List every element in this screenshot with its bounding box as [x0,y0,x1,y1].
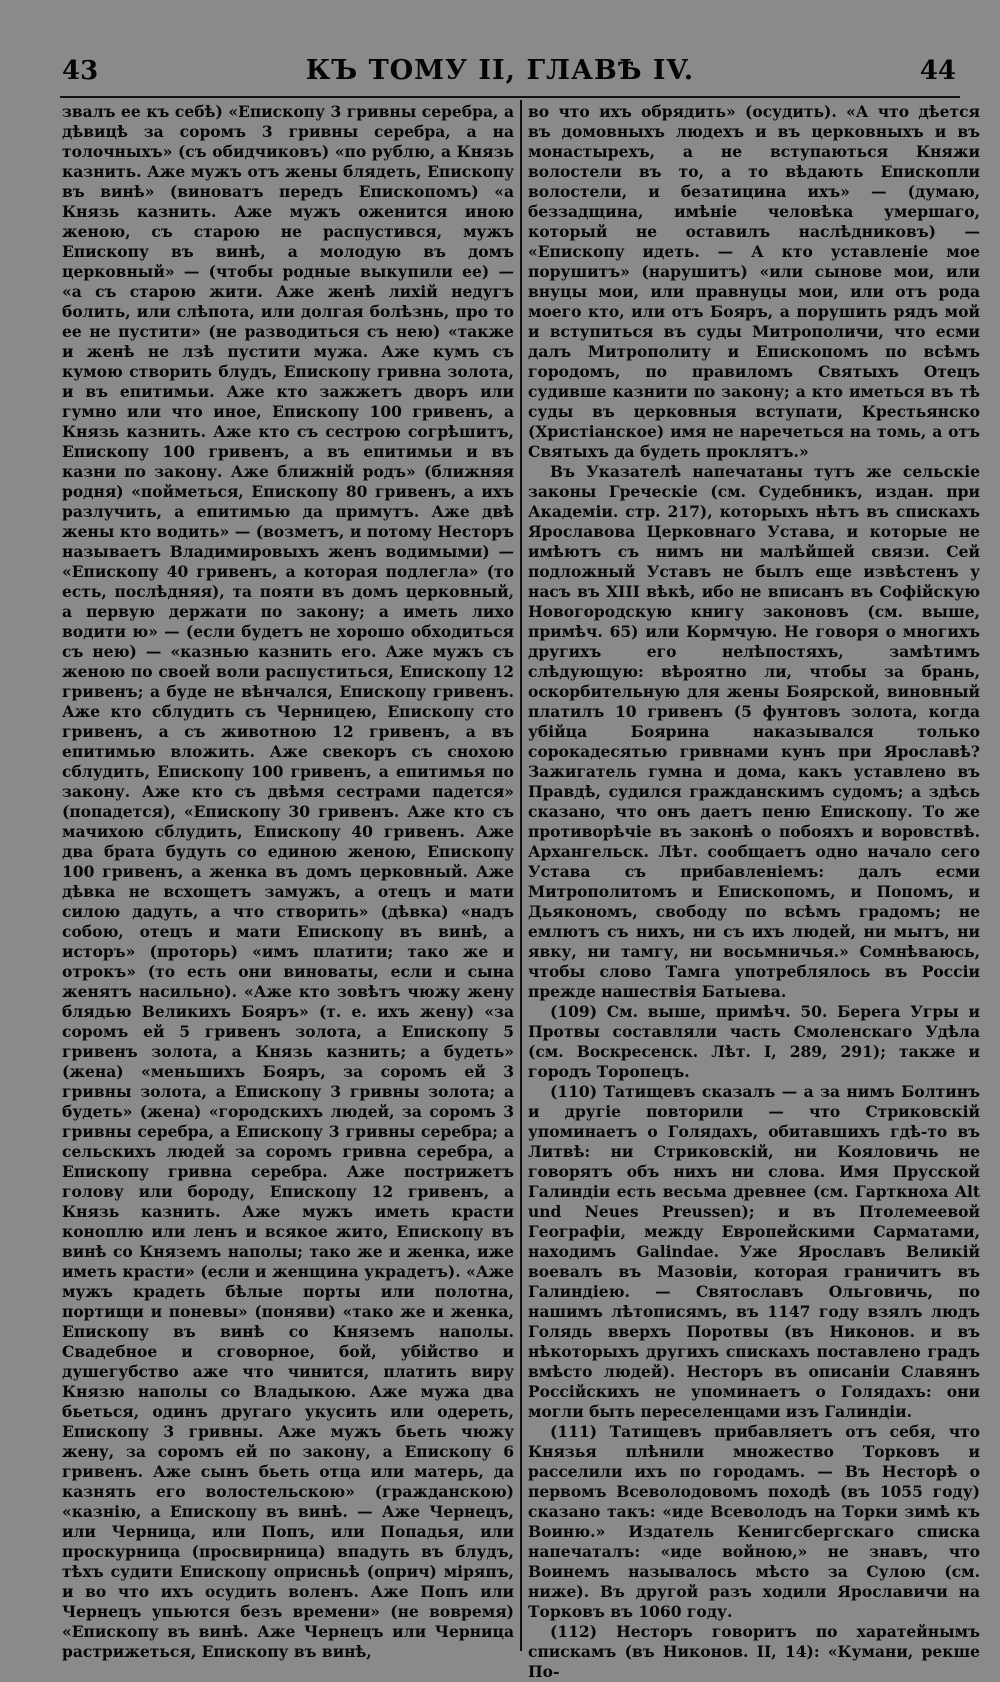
running-title: КЪ ТОМУ II, ГЛАВѢ IV. [305,55,695,86]
page-number-right: 44 [919,56,956,86]
footnote-111: (111) Татищевъ прибавляетъ отъ себя, что Князья плѣнили множество Торковъ и расселили ихъ по городамъ. — Въ Несторѣ о первомъ Всеволодовомъ походѣ (въ 1055 году) сказано такъ: «иде Всеволодъ на Торки зимѣ къ Воиню.» Издатель Кенигсбергскаго списка напечаталъ: «иде войною,» не знавъ, что Воинемъ называлось мѣсто за Сулою (см. ниже). Въ другой разъ ходили Ярославичи на Торковъ въ 1060 году. [528,1422,980,1621]
paragraph: во что ихъ обрядить» (осудить). «А что дѣется въ домовныхъ людехъ и въ церковныхъ и въ монастырехъ, а не вступаються Княжи волостели въ то, а то вѣдають Епископли волостели, и безатицина ихъ» — (думаю, беззадщина, имѣніе человѣка умершаго, который не оставилъ наслѣдниковъ) — «Епископу идеть. — А кто уставленіе мое порушитъ» (нарушитъ) «или сынове мои, или внуцы мои, или правнуцы мои, или отъ рода моего кто, или отъ Бояръ, а порушить рядъ мой и вступиться въ суды Митрополичи, что есми далъ Митрополиту и Епископомъ по всѣмъ городомъ, по правиломъ Святыхъ Отецъ судивше казнити по закону; а кто иметься въ тѣ суды въ церковныя вступати, Крестьянско (Христіанское) имя не наречеться на томь, а отъ Святыхъ да будеть проклятъ.» [528,102,980,461]
page-header [0,0,1000,100]
footnote-109: (109) См. выше, примѣч. 50. Берега Угры и Протвы составляли часть Смоленскаго Удѣла (см. Воскресенск. Лѣт. I, 289, 291); также и городъ Торопецъ. [528,1002,980,1081]
column-divider [520,100,522,1651]
page-number-left: 43 [62,56,99,86]
footnote-110: (110) Татищевъ сказалъ — а за нимъ Болтинъ и другіе повторили — что Стриковскій упоминаетъ о Голядахъ, обитавшихъ гдѣ-то въ Литвѣ: ни Стриковскій, ни Кояловичь не говорятъ объ нихъ ни слова. Имя Прусской Галиндіи есть весьма древнее (см. Гарткноха Alt und Neues Preussen); и въ Птолемеевой Географіи, между Европейскими Сарматами, находимъ Galindae. Уже Ярославъ Великій воевалъ въ Мазовіи, которая граничитъ въ Галиндіею. — Святославъ Ольговичь, по нашимъ лѣтописямъ, въ 1147 году взялъ людъ Голядь вверхъ Поротвы (въ Никонов. и въ нѣкоторыхъ другихъ спискахъ поставлено градъ вмѣсто людей). Несторъ въ описаніи Славянъ Россійскихъ не упоминаетъ о Голядахъ: они могли быть переселенцами изъ Галиндіи. [528,1082,980,1421]
left-column [62,102,514,1662]
paragraph: звалъ ее къ себѣ) «Епископу 3 гривны серебра, а дѣвицѣ за соромъ 3 гривны серебра, а на толочныхъ» (съ обидчиковъ) «по рублю, а Князь казнить. Аже мужъ отъ жены блядеть, Епископу въ винѣ» (виноватъ передъ Епископомъ) «а Князь казнить. Аже мужъ оженится иною женою, съ старою не распустився, мужъ Епископу въ винѣ, а молодую въ домъ церковный» — (чтобы родные выкупили ее) — «а съ старою жити. Аже женѣ лихій недугъ болить, или слѣпота, или долгая болѣзнь, про то ее не пустити» (не разводиться съ нею) «также и женѣ не лзѣ пустити мужа. Аже кумъ съ кумою створить блудъ, Епископу гривна золота, и въ епитимьи. Аже кто зажжетъ дворъ или гумно или что иное, Епископу 100 гривенъ, а Князь казнить. Аже кто съ сестрою согрѣшитъ, Епископу 100 гривенъ, а въ епитимьи и въ казни по закону. Аже ближній родъ» (ближняя родня) «пойметься, Епископу 80 гривенъ, а ихъ разлучить, а епитимью да примутъ. Аже двѣ жены кто водить» — (возметъ, и потому Несторъ называетъ Владимировыхъ женъ водимыми) — «Епископу 40 гривенъ, а которая подлегла» (то есть, послѣдняя), та пояти въ домъ церковный, а первую держати по закону; а иметь лихо водити ю» — (если будетъ не хорошо обходиться съ нею) — «казнью казнить его. Аже мужъ съ женою по своей воли распуститься, Епископу 12 гривенъ; а буде не вѣнчался, Епископу гривенъ. Аже кто сблудить съ Черницею, Епископу сто гривенъ, а съ животною 12 гривенъ, а въ епитимью вложить. Аже свекоръ съ снохою сблудить, Епископу 100 гривенъ, а епитимья по закону. Аже кто съ двѣмя сестрами падется» (попадется), «Епископу 30 гривенъ. Аже кто съ мачихою сблудить, Епископу 40 гривенъ. Аже два брата будуть со единою женою, Епископу 100 гривенъ, а женка въ домъ церковный. Аже дѣвка не всхощетъ замужъ, а отецъ и мати силою дадуть, а что створить» (дѣвка) «надъ собою, отецъ и мати Епископу въ винѣ, а исторъ» (проторь) «имъ платити; тако же и отрокъ» (то есть они виноваты, если и сына женятъ насильно). «Аже кто зовѣтъ чюжу жену блядью Великихъ Бояръ» (т. е. ихъ жену) «за соромъ ей 5 гривенъ золота, а Епископу 5 гривенъ золота, а Князь казнить; а будеть» (жена) «меньшихъ Бояръ, за соромъ ей 3 гривны золота, а Епископу 3 гривны золота; а будеть» (жена) «городскихъ людей, за соромъ 3 гривны серебра, а Епископу 3 гривны серебра; а сельскихъ людей за соромъ гривна серебра, а Епископу гривна серебра. Аже пострижетъ голову или бороду, Епископу 12 гривенъ, а Князь казнить. Аже мужъ иметь красти коноплю или ленъ и всякое жито, Епископу въ винѣ со Княземъ наполы; тако же и женка, иже иметь красти» (если и женщина украдетъ). «Аже мужъ крадеть бѣлые порты или полотна, портищи и поневы» (поняви) «тако же и женка, Епископу въ винѣ со Княземъ наполы. Свадебное и сговорное, бой, убійство и душегубство аже что чинится, платить виру Князю наполы со Владыкою. Аже мужа два бьеться, одинъ другаго укусить или одереть, Епископу 3 гривны. Аже мужъ бьеть чюжу жену, за соромъ ей по закону, а Епископу 6 гривенъ. Аже сынъ бьеть отца или матерь, да казнять его волостельскою» (гражданскою) «казнію, а Епископу въ винѣ. — Аже Чернецъ, или Черница, или Попъ, или Попадья, или проскурница (просвирница) впадуть въ блудъ, тѣхъ судити Епископу оприсньѣ (оприч) міряпъ, и во что ихъ осудить воленъ. Аже Попъ или Чернецъ упьются безъ времени» (не вовремя) «Епископу въ винѣ. Аже Чернецъ или Черница растрижеться, Епископу въ винѣ, [62,102,514,1661]
paragraph: Въ Указателѣ напечатаны тутъ же сельскіе законы Греческіе (см. Судебникъ, издан. при Академіи. стр. 217), которыхъ нѣтъ въ спискахъ Ярославова Церковнаго Устава, и которые не имѣютъ съ нимъ ни малѣйшей связи. Сей подложный Уставъ не былъ еще извѣстенъ у насъ въ XIII вѣкѣ, ибо не вписанъ въ Софійскую Новогородскую книгу законовъ (см. выше, примѣч. 65) или Кормчую. Не говоря о многихъ другихъ его нелѣпостяхъ, замѣтимъ слѣдующую: вѣроятно ли, чтобы за брань, оскорбительную для жены Боярской, виновный платилъ 10 гривенъ (5 фунтовъ золота, когда убійца Боярина наказывался только сорокадесятью гривнами кунъ при Ярославѣ? Зажигатель гумна и дома, какъ уставлено въ Правдѣ, судился гражданскимъ судомъ; а здѣсь сказано, что онъ даетъ пеню Епископу. То же противорѣчіе въ законѣ о побояхъ и воровствѣ. Архангельск. Лѣт. сообщаетъ одно начало сего Устава съ прибавленіемъ: далъ есми Митрополитомъ и Епископомъ, и Попомъ, и Дьякономъ, свободу по всѣмъ градомъ; не емлютъ съ нихъ, ни съ ихъ людей, ни мытъ, ни явку, ни тамгу, ни восьмничья.» Сомнѣваюсь, чтобы слово Тамга употреблялось въ Россіи прежде нашествія Батыева. [528,462,980,1001]
footnote-112: (112) Несторъ говоритъ по харатейнымъ спискамъ (въ Никонов. II, 14): «Кумани, рекше По- [528,1622,980,1681]
right-column [528,102,980,1682]
header-rule [60,96,960,98]
